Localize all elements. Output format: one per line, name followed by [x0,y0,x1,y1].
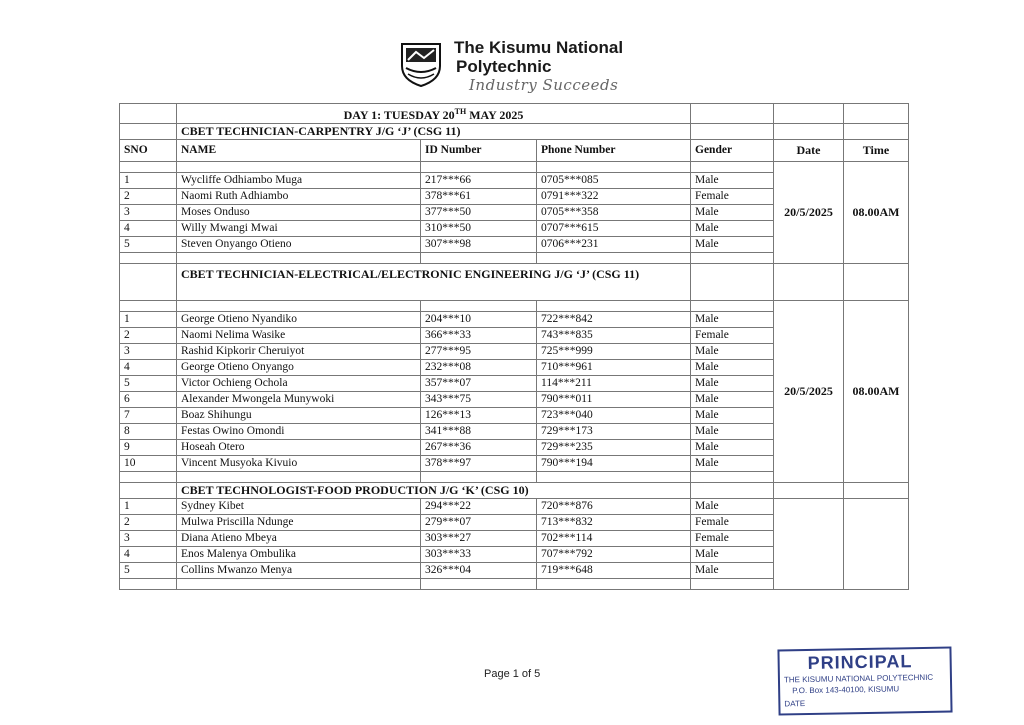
candidate-name: Festas Owino Omondi [177,424,421,440]
sno: 6 [120,392,177,408]
phone-number: 0705***358 [537,205,691,221]
empty-cell [691,264,774,301]
section-title-row [120,264,909,301]
gender: Male [691,312,774,328]
sno: 3 [120,344,177,360]
empty-cell [537,579,691,590]
candidate-name: Willy Mwangi Mwai [177,221,421,237]
candidate-name: Mulwa Priscilla Ndunge [177,515,421,531]
phone-number: 729***173 [537,424,691,440]
institution-name-line1: The Kisumu National [454,38,624,57]
session-time: 08.00AM [844,162,909,264]
empty-cell [537,472,691,483]
gender: Female [691,189,774,205]
candidate-name: George Otieno Onyango [177,360,421,376]
id-number: 204***10 [421,312,537,328]
empty-cell [691,472,774,483]
empty-cell [691,483,774,499]
candidate-name: Diana Atieno Mbeya [177,531,421,547]
sno: 5 [120,563,177,579]
gender: Female [691,515,774,531]
section-title-row [120,483,909,499]
col-date: Date [774,140,844,162]
spacer-row [120,162,909,173]
gender: Male [691,499,774,515]
section-title-row [120,124,909,140]
gender: Male [691,221,774,237]
id-number: 310***50 [421,221,537,237]
phone-number: 743***835 [537,328,691,344]
empty-cell [421,579,537,590]
empty-cell [421,301,537,312]
empty-cell [120,301,177,312]
empty-cell [774,104,844,124]
phone-number: 707***792 [537,547,691,563]
gender: Male [691,456,774,472]
empty-cell [691,104,774,124]
empty-cell [421,253,537,264]
empty-cell [774,124,844,140]
table-row [120,499,909,515]
gender: Male [691,205,774,221]
empty-cell [774,483,844,499]
empty-cell [120,472,177,483]
gender: Male [691,408,774,424]
id-number: 217***66 [421,173,537,189]
empty-cell [691,124,774,140]
empty-cell [691,301,774,312]
id-number: 357***07 [421,376,537,392]
empty-cell [691,253,774,264]
candidate-name: Naomi Ruth Adhiambo [177,189,421,205]
id-number: 341***88 [421,424,537,440]
gender: Male [691,344,774,360]
candidate-name: Enos Malenya Ombulika [177,547,421,563]
phone-number: 725***999 [537,344,691,360]
phone-number: 713***832 [537,515,691,531]
sno: 3 [120,205,177,221]
phone-number: 720***876 [537,499,691,515]
phone-number: 0791***322 [537,189,691,205]
section-title: CBET TECHNICIAN-CARPENTRY J/G ‘J’ (CSG 11) [177,124,691,140]
day-title-row [120,104,909,124]
sno: 5 [120,237,177,253]
sno: 4 [120,547,177,563]
phone-number: 722***842 [537,312,691,328]
id-number: 232***08 [421,360,537,376]
candidate-name: Boaz Shihungu [177,408,421,424]
sno: 10 [120,456,177,472]
principal-stamp [777,646,952,715]
phone-number: 719***648 [537,563,691,579]
candidate-name: Wycliffe Odhiambo Muga [177,173,421,189]
session-time: 08.00AM [844,301,909,483]
id-number: 307***98 [421,237,537,253]
page-number: Page 1 of 5 [484,668,541,680]
id-number: 294***22 [421,499,537,515]
candidate-name: Collins Mwanzo Menya [177,563,421,579]
sno: 2 [120,328,177,344]
empty-cell [177,162,421,173]
empty-cell [421,162,537,173]
phone-number: 723***040 [537,408,691,424]
institution-tagline: Industry Succeeds [469,76,619,94]
id-number: 126***13 [421,408,537,424]
phone-number: 0707***615 [537,221,691,237]
candidate-name: Vincent Musyoka Kivuio [177,456,421,472]
spacer-row [120,301,909,312]
sno: 1 [120,173,177,189]
gender: Male [691,237,774,253]
session-date [774,499,844,590]
empty-cell [120,253,177,264]
sno: 3 [120,531,177,547]
candidate-name: George Otieno Nyandiko [177,312,421,328]
section-title: CBET TECHNICIAN-ELECTRICAL/ELECTRONIC ENGINEERING J/G ‘J’ (CSG 11) [177,264,691,301]
id-number: 377***50 [421,205,537,221]
candidate-name: Rashid Kipkorir Cheruiyot [177,344,421,360]
col-sno: SNO [120,140,177,162]
empty-cell [691,579,774,590]
gender: Male [691,563,774,579]
candidate-name: Sydney Kibet [177,499,421,515]
id-number: 267***36 [421,440,537,456]
id-number: 343***75 [421,392,537,408]
sno: 1 [120,312,177,328]
empty-cell [537,301,691,312]
gender: Male [691,424,774,440]
institution-name [454,38,623,76]
id-number: 326***04 [421,563,537,579]
phone-number: 710***961 [537,360,691,376]
empty-cell [177,301,421,312]
schedule-table [119,103,909,590]
col-phone-number: Phone Number [537,140,691,162]
sno: 4 [120,221,177,237]
gender: Female [691,531,774,547]
candidate-name: Alexander Mwongela Munywoki [177,392,421,408]
phone-number: 114***211 [537,376,691,392]
sno: 9 [120,440,177,456]
col-name: NAME [177,140,421,162]
id-number: 378***61 [421,189,537,205]
column-header-row [120,140,909,162]
sno: 8 [120,424,177,440]
institution-logo [396,38,446,88]
id-number: 303***27 [421,531,537,547]
candidate-name: Hoseah Otero [177,440,421,456]
gender: Male [691,547,774,563]
empty-cell [774,264,844,301]
empty-cell [844,483,909,499]
sno: 4 [120,360,177,376]
empty-cell [177,579,421,590]
empty-cell [844,264,909,301]
phone-number: 0706***231 [537,237,691,253]
section-title: CBET TECHNOLOGIST-FOOD PRODUCTION J/G ‘K’ (CSG 10) [177,483,691,499]
empty-cell [177,472,421,483]
phone-number: 0705***085 [537,173,691,189]
sno: 7 [120,408,177,424]
stamp-title: PRINCIPAL [807,651,913,673]
empty-cell [177,253,421,264]
gender: Male [691,376,774,392]
gender: Male [691,440,774,456]
phone-number: 702***114 [537,531,691,547]
empty-cell [537,162,691,173]
institution-name-line2: Polytechnic [456,57,552,76]
col-id-number: ID Number [421,140,537,162]
id-number: 366***33 [421,328,537,344]
empty-cell [844,104,909,124]
id-number: 277***95 [421,344,537,360]
empty-cell [421,472,537,483]
col-gender: Gender [691,140,774,162]
phone-number: 790***194 [537,456,691,472]
sno: 5 [120,376,177,392]
sno: 2 [120,189,177,205]
stamp-line1: THE KISUMU NATIONAL POLYTECHNIC [783,672,934,685]
candidate-name: Steven Onyango Otieno [177,237,421,253]
phone-number: 790***011 [537,392,691,408]
sno: 1 [120,499,177,515]
stamp-line2: P.O. Box 143-40100, KISUMU [792,684,900,696]
gender: Female [691,328,774,344]
candidate-name: Moses Onduso [177,205,421,221]
gender: Male [691,173,774,189]
empty-cell [844,124,909,140]
institution-header [396,38,656,100]
session-date: 20/5/2025 [774,162,844,264]
empty-cell [691,162,774,173]
col-time: Time [844,140,909,162]
sno: 2 [120,515,177,531]
empty-cell [537,253,691,264]
empty-cell [120,104,177,124]
empty-cell [120,264,177,301]
empty-cell [120,483,177,499]
empty-cell [120,579,177,590]
phone-number: 729***235 [537,440,691,456]
empty-cell [120,162,177,173]
session-time [844,499,909,590]
gender: Male [691,360,774,376]
gender: Male [691,392,774,408]
empty-cell [120,124,177,140]
id-number: 303***33 [421,547,537,563]
session-date: 20/5/2025 [774,301,844,483]
id-number: 378***97 [421,456,537,472]
id-number: 279***07 [421,515,537,531]
day-title: DAY 1: TUESDAY 20TH MAY 2025 [177,104,691,124]
candidate-name: Victor Ochieng Ochola [177,376,421,392]
candidate-name: Naomi Nelima Wasike [177,328,421,344]
stamp-line3: DATE [784,699,806,709]
